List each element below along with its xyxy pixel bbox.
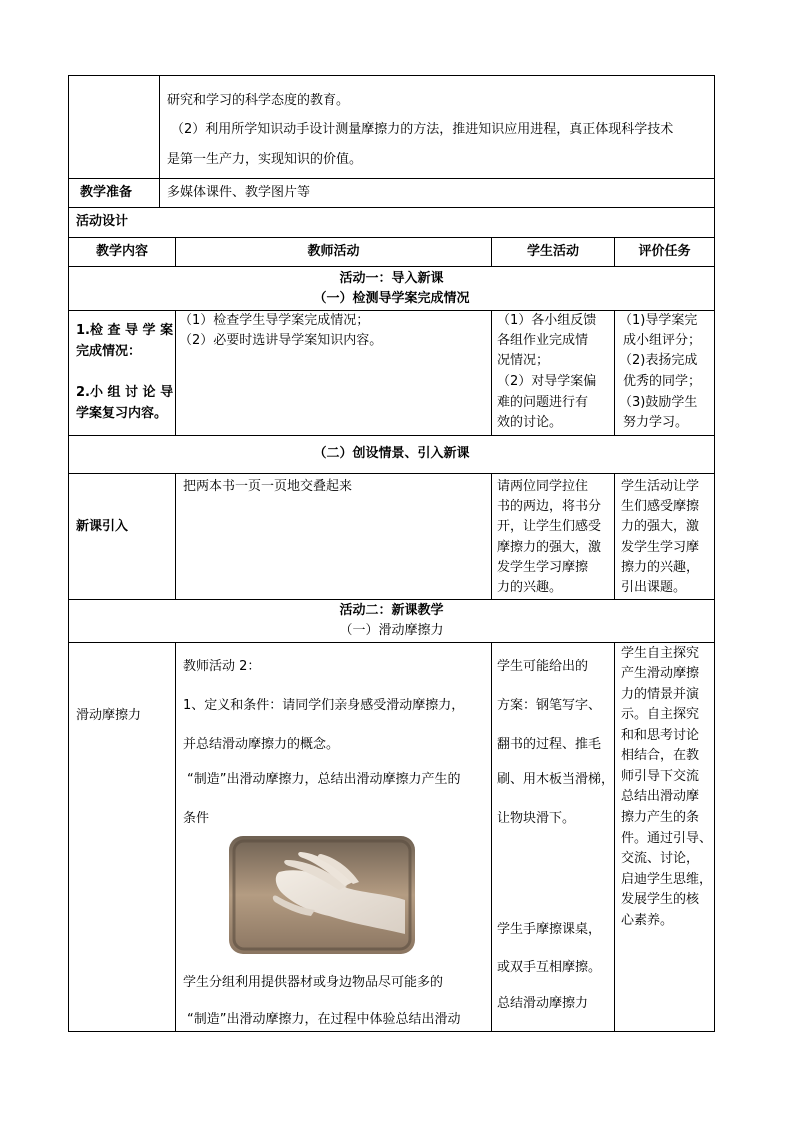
student-line: 效的讨论。 [497, 415, 563, 430]
student-line: 难的问题进行有 [497, 395, 589, 410]
eval-line: 擦力的兴趣， [621, 560, 700, 575]
student-line: 各组作业完成情 [497, 333, 589, 348]
student-line: 刷、用木板当滑梯， [497, 772, 615, 787]
rule [714, 75, 715, 1032]
eval-line: 生们感受摩擦 [621, 499, 700, 514]
student-line: 学生可能给出的 [497, 659, 589, 674]
goal-text-line: 是第一生产力，实现知识的价值。 [167, 152, 363, 167]
activity1-title: 活动一：导入新课 [339, 271, 444, 286]
eval-line: 交流、讨论， [621, 851, 700, 866]
header-eval: 评价任务 [638, 244, 691, 259]
rule [68, 75, 69, 1032]
rule [68, 642, 715, 643]
eval-line: （3)鼓励学生 [619, 395, 698, 410]
teacher-line: 1、定义和条件：请同学们亲身感受滑动摩擦力， [183, 698, 465, 713]
teacher-line: （2）必要时选讲导学案知识内容。 [179, 333, 383, 348]
eval-line: 成小组评分； [623, 333, 702, 348]
eval-line: 相结合，在教 [621, 748, 700, 763]
teacher-line: 条件 [183, 811, 210, 826]
section2-content: 新课引入 [76, 519, 129, 534]
teacher-line: “制造”出滑动摩擦力，总结出滑动摩擦力产生的 [187, 772, 461, 787]
eval-line: 师引导下交流 [621, 769, 700, 784]
rule [614, 310, 615, 435]
teacher-line: 学生分组利用提供器材或身边物品尽可能多的 [183, 975, 444, 990]
section2-teacher: 把两本书一页一页地交叠起来 [183, 479, 353, 494]
activity2-title: 活动二：新课教学 [339, 603, 444, 618]
eval-line: 启迪学生思维， [621, 872, 713, 887]
content-line: 2.小 组 讨 论 导 [76, 385, 174, 400]
rule [614, 473, 615, 599]
rule [175, 642, 176, 1032]
eval-line: 总结出滑动摩 [621, 789, 700, 804]
activity2-content: 滑动摩擦力 [76, 708, 142, 723]
eval-line: 产生滑动摩擦 [621, 666, 700, 681]
student-line: 或双手互相摩擦。 [497, 960, 602, 975]
eval-line: （1)导学案完 [619, 313, 698, 328]
eval-line: 力的强大，激 [621, 519, 700, 534]
student-line: 况情况； [497, 353, 550, 368]
student-line: 摩擦力的强大，激 [497, 540, 602, 555]
activity-design-label: 活动设计 [76, 214, 129, 229]
eval-line: （2)表扬完成 [619, 353, 698, 368]
eval-line: 发学生学习摩 [621, 540, 700, 555]
content-line: 完成情况： [76, 344, 142, 359]
teacher-line: （1）检查学生导学案完成情况； [179, 313, 370, 328]
rule [175, 473, 176, 599]
rule [68, 1031, 715, 1032]
rule [68, 237, 715, 238]
rule [68, 435, 715, 436]
student-line: 请两位同学拉住 [497, 479, 589, 494]
section2-title: （二）创设情景、引入新课 [313, 446, 470, 461]
student-line: 发学生学习摩擦 [497, 560, 589, 575]
rule [491, 642, 492, 1032]
goal-text-line: 研究和学习的科学态度的教育。 [167, 93, 350, 108]
rule [68, 266, 715, 267]
eval-line: 学生活动让学 [621, 479, 700, 494]
content-line: 学案复习内容。 [76, 406, 168, 421]
eval-line: 努力学习。 [623, 415, 689, 430]
eval-line: 示。自主探究 [621, 707, 700, 722]
eval-line: 学生自主探究 [621, 646, 700, 661]
rule [491, 310, 492, 435]
activity2-subtitle: （一）滑动摩擦力 [339, 623, 444, 638]
content-line: 1.检 查 导 学 案 [76, 323, 174, 338]
rule [175, 310, 176, 435]
rule [159, 75, 160, 207]
prep-value: 多媒体课件、教学图片等 [167, 185, 311, 200]
student-line: 方案：钢笔写字、 [497, 698, 602, 713]
header-teacher: 教师活动 [307, 244, 360, 259]
rule [68, 178, 715, 179]
student-line: 翻书的过程、推毛 [497, 737, 602, 752]
student-line: 开，让学生们感受 [497, 519, 602, 534]
rule [68, 310, 715, 311]
header-content: 教学内容 [95, 244, 148, 259]
rule [68, 75, 715, 76]
rule [614, 642, 615, 1032]
rule [68, 473, 715, 474]
eval-line: 心素养。 [621, 913, 674, 928]
teacher-line: 并总结滑动摩擦力的概念。 [183, 737, 340, 752]
student-line: 书的两边，将书分 [497, 499, 602, 514]
eval-line: 引出课题。 [621, 580, 687, 595]
student-line: 力的兴趣。 [497, 580, 563, 595]
eval-line: 和和思考讨论 [621, 728, 700, 743]
eval-line: 件。通过引导、 [621, 831, 713, 846]
goal-text-line: （2）利用所学知识动手设计测量摩擦力的方法，推进知识应用进程，真正体现科学技术 [171, 122, 674, 137]
rule [68, 207, 715, 208]
student-line: （2）对导学案偏 [497, 374, 597, 389]
student-line: 总结滑动摩擦力 [497, 996, 589, 1011]
eval-line: 力的情景并演 [621, 687, 700, 702]
eval-line: 发展学生的核 [621, 892, 700, 907]
student-line: 学生手摩擦课桌， [497, 922, 602, 937]
teacher-line: 教师活动 2： [183, 659, 261, 674]
activity1-subtitle: （一）检测导学案完成情况 [313, 291, 470, 306]
rule [68, 599, 715, 600]
eval-line: 优秀的同学； [623, 374, 702, 389]
eval-line: 擦力产生的条 [621, 810, 700, 825]
hand-rubbing-photo [229, 836, 415, 954]
rule [491, 473, 492, 599]
header-student: 学生活动 [526, 244, 579, 259]
prep-label: 教学准备 [80, 185, 133, 200]
teacher-line: “制造”出滑动摩擦力，在过程中体验总结出滑动 [187, 1012, 461, 1027]
student-line: 让物块滑下。 [497, 811, 576, 826]
student-line: （1）各小组反馈 [497, 313, 597, 328]
